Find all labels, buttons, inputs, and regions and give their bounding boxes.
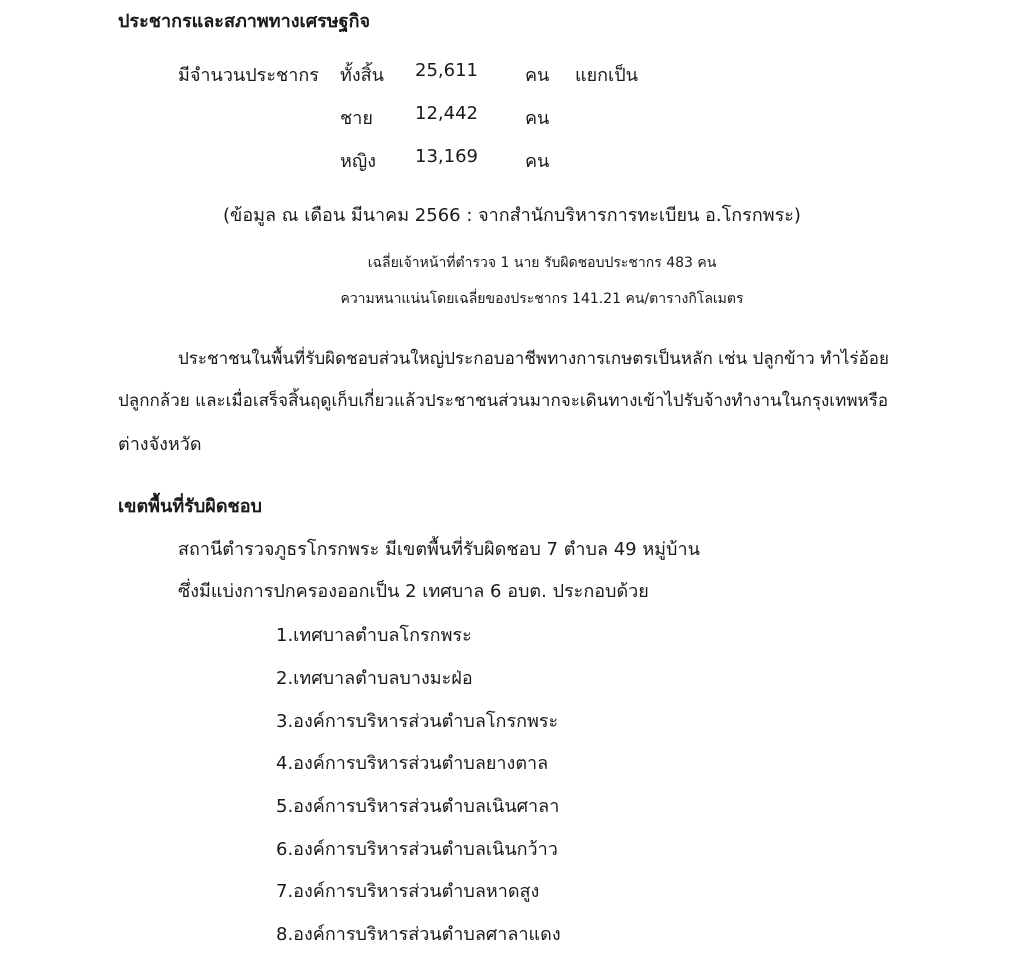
population-unit-total: คน: [525, 65, 550, 86]
paragraph-line-1: ประชาชนในพื้นที่รับผิดชอบส่วนใหญ่ประกอบอาชีพทางการเกษตรเป็นหลัก เช่น ปลูกข้าว ทำไร่อ้อย: [178, 349, 889, 369]
jurisdiction-line-2: ซึ่งมีแบ่งการปกครองออกเป็น 2 เทศบาล 6 อบต. ประกอบด้วย: [178, 581, 649, 602]
list-item: 6.องค์การบริหารส่วนตำบลเนินกว้าว: [276, 839, 558, 860]
population-unit-female: คน: [525, 151, 550, 172]
population-value-female: 13,169: [415, 146, 478, 167]
population-note: แยกเป็น: [575, 65, 638, 86]
list-item: 7.องค์การบริหารส่วนตำบลหาดสูง: [276, 881, 540, 902]
list-item: 1.เทศบาลตำบลโกรกพระ: [276, 625, 472, 646]
paragraph-line-2: ปลูกกล้วย และเมื่อเสร็จสิ้นฤดูเก็บเกี่ยวแล้วประชาชนส่วนมากจะเดินทางเข้าไปรับจ้างทำงานในกรุงเทพหรือ: [118, 391, 889, 411]
population-label: มีจำนวนประชากร: [178, 65, 319, 86]
population-value-total: 25,611: [415, 60, 478, 81]
population-unit-male: คน: [525, 108, 550, 129]
paragraph-line-3: ต่างจังหวัด: [118, 434, 202, 455]
section-heading-population: ประชากรและสภาพทางเศรษฐกิจ: [118, 11, 371, 32]
officer-ratio-line: เฉลี่ยเจ้าหน้าที่ตำรวจ 1 นาย รับผิดชอบประชากร 483 คน: [367, 255, 717, 271]
population-value-male: 12,442: [415, 103, 478, 124]
population-category-female: หญิง: [340, 151, 376, 172]
section-heading-jurisdiction: เขตพื้นที่รับผิดชอบ: [118, 496, 262, 517]
list-item: 3.องค์การบริหารส่วนตำบลโกรกพระ: [276, 711, 559, 732]
list-item: 8.องค์การบริหารส่วนตำบลศาลาแดง: [276, 924, 561, 945]
list-item: 4.องค์การบริหารส่วนตำบลยางตาล: [276, 753, 549, 774]
population-category-total: ทั้งสิ้น: [340, 65, 384, 86]
density-line: ความหนาแน่นโดยเฉลี่ยของประชากร 141.21 คน/ตารางกิโลเมตร: [340, 291, 744, 307]
data-source-note: (ข้อมูล ณ เดือน มีนาคม 2566 : จากสำนักบริหารการทะเบียน อ.โกรกพระ): [223, 205, 801, 226]
population-category-male: ชาย: [340, 108, 373, 129]
list-item: 5.องค์การบริหารส่วนตำบลเนินศาลา: [276, 796, 560, 817]
jurisdiction-line-1: สถานีตำรวจภูธรโกรกพระ มีเขตพื้นที่รับผิดชอบ 7 ตำบล 49 หมู่บ้าน: [178, 539, 700, 560]
list-item: 2.เทศบาลตำบลบางมะฝ่อ: [276, 668, 473, 689]
